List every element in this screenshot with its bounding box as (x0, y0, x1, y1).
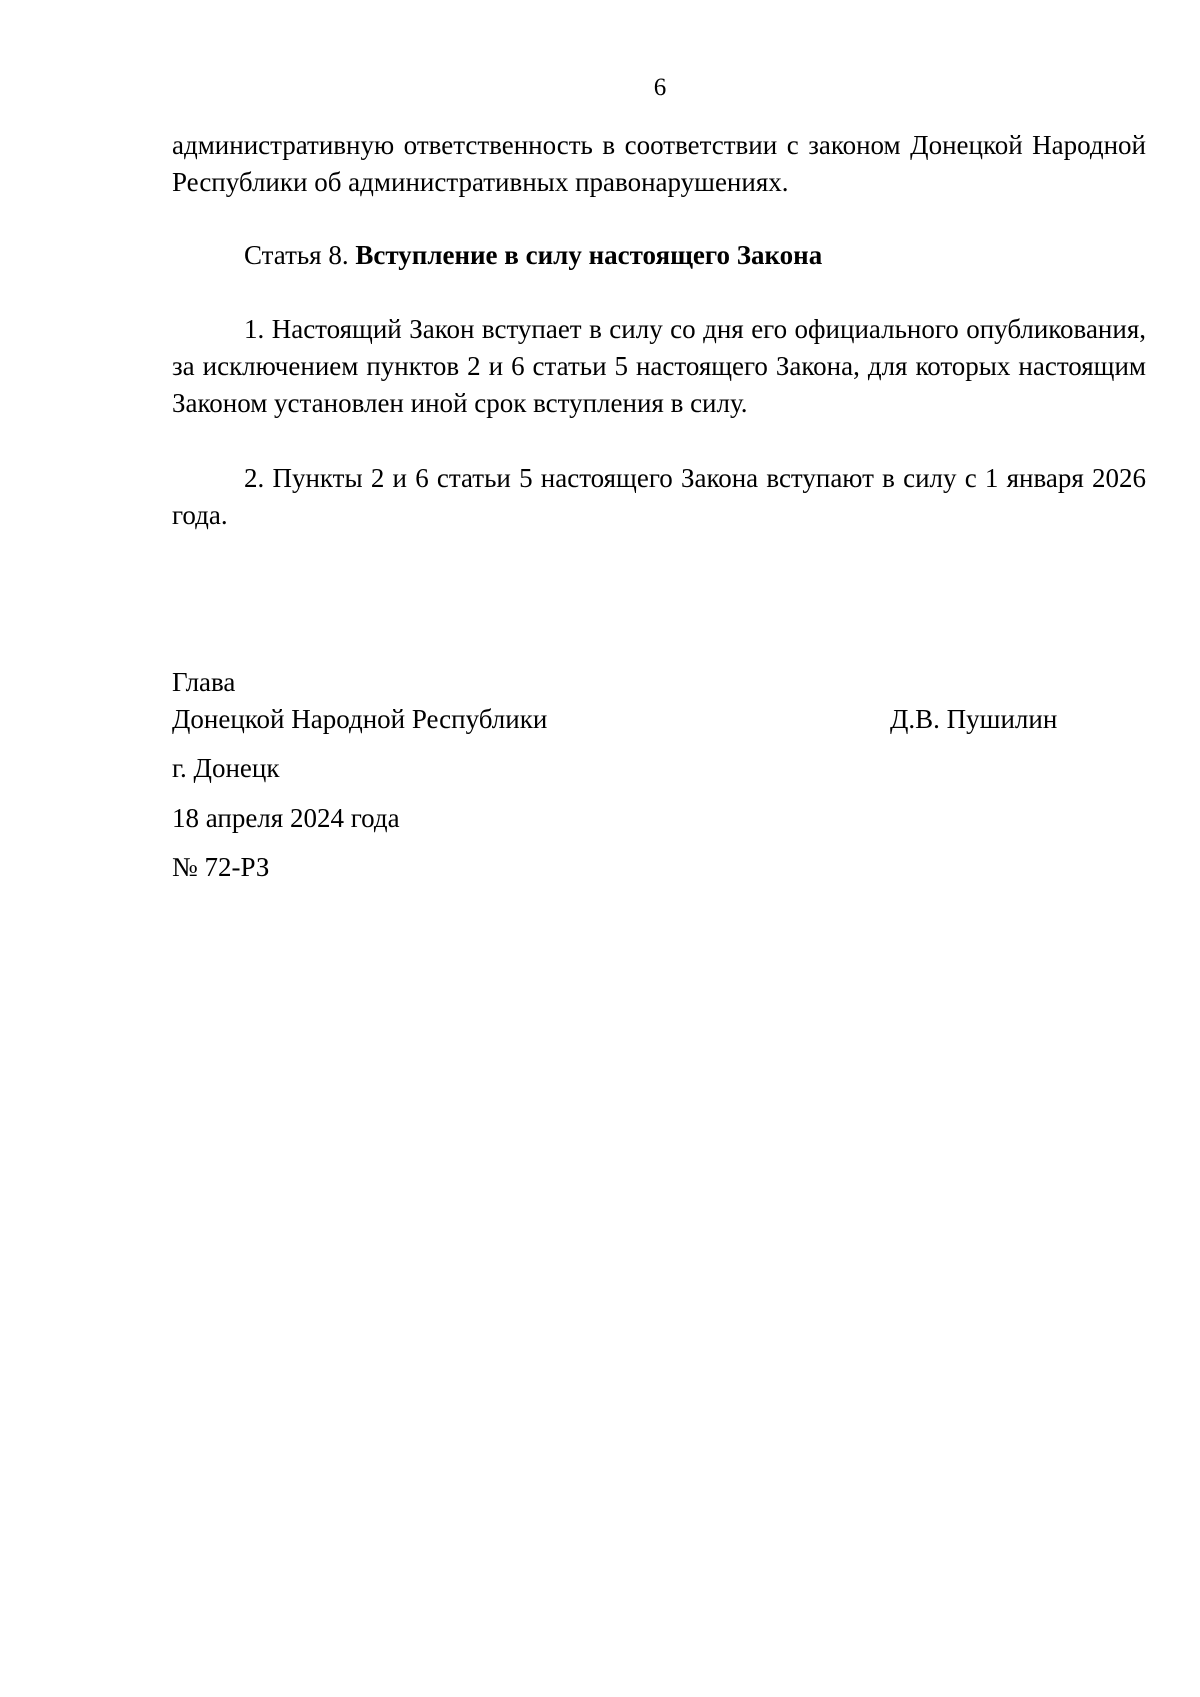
signing-date: 18 апреля 2024 года (172, 803, 400, 833)
signing-city: г. Донецк (172, 753, 280, 783)
signatory-name: Д.В. Пушилин (890, 704, 1058, 734)
article-heading (244, 237, 822, 274)
article-title: Вступление в силу настоящего Закона (355, 240, 823, 270)
signatory-title-line-2: Донецкой Народной Республики (172, 704, 548, 734)
paragraph-continuation: административную ответственность в соответствии с законом Донецкой Народной Республики об административных правонарушениях. (172, 130, 1146, 197)
signatory-title-line-1: Глава (172, 667, 236, 697)
paragraph-item-2: 2. Пункты 2 и 6 статьи 5 настоящего Закона вступают в силу с 1 января 2026 года. (172, 463, 1146, 530)
article-prefix: Статья 8. (244, 240, 356, 270)
law-number: № 72-РЗ (172, 852, 270, 882)
paragraph-item-1: 1. Настоящий Закон вступает в силу со дня его официального опубликования, за исключением пунктов 2 и 6 статьи 5 настоящего Закона, для которых настоящим Законом установлен иной срок вступления в силу. (172, 314, 1146, 418)
page-number: 6 (653, 74, 667, 101)
